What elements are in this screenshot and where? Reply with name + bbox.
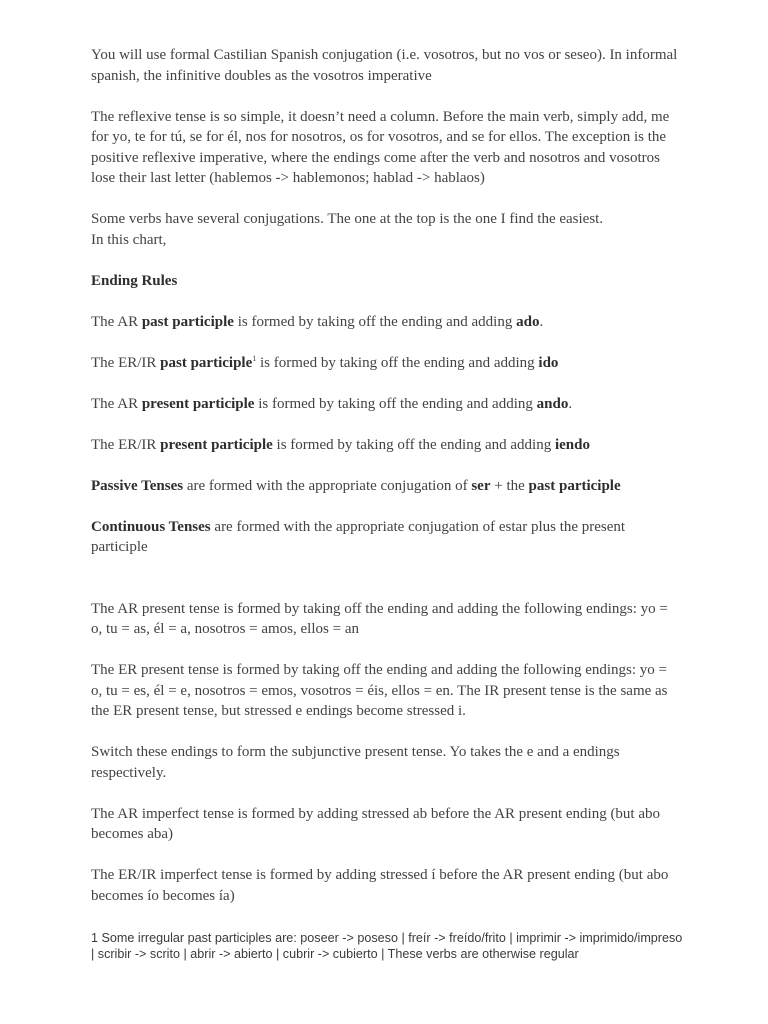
footnote-irregular-participles: 1 Some irregular past participles are: poseer -> poseso | freír -> freído/frito | imprimir -> imprimido/impreso | scribir -> scrito | abrir -> abierto | cubrir -> cubierto | These verbs are otherwise regular (91, 931, 683, 961)
footnote-reference[interactable]: 1 (252, 353, 257, 363)
rule-ar-present-participle: The AR present participle is formed by taking off the ending and adding ando. (91, 395, 573, 412)
tense-er-ir-present: The ER present tense is formed by taking off the ending and adding the following endings: yo = o, tu = es, él = e, nosotros = emos, vosotros = éis, ellos = en. The IR present tense is the same as the ER present tense, but stressed e endings become stressed i. (91, 662, 668, 719)
intro-paragraph-reflexive: The reflexive tense is so simple, it doesn’t need a column. Before the main verb, simply add, me for yo, te for tú, se for él, nos for nosotros, os for vosotros, and se for ellos. The exception is the positive reflexive imperative, where the endings come after the verb and nosotros and vosotros lose their last letter (hablemos -> hablemonos; hablad -> hablaos) (91, 108, 670, 186)
tense-subjunctive-present: Switch these endings to form the subjunctive present tense. Yo takes the e and a endings respectively. (91, 744, 620, 781)
rule-erir-present-participle: The ER/IR present participle is formed by taking off the ending and adding iendo (91, 436, 590, 453)
intro-line-several: Some verbs have several conjugations. The one at the top is the one I find the easiest. (91, 211, 604, 227)
document-body (91, 45, 681, 927)
tense-erir-imperfect: The ER/IR imperfect tense is formed by adding stressed í before the AR present ending (but abo becomes ío becomes ía) (91, 867, 669, 904)
intro-line-chart: In this chart, (91, 231, 167, 248)
intro-paragraph-several-conjugations (91, 209, 681, 250)
ending-rules-heading: Ending Rules (91, 272, 178, 289)
spacer (91, 578, 681, 599)
section-heading (91, 271, 681, 292)
rule-continuous-tenses: Continuous Tenses are formed with the appropriate conjugation of estar plus the present participle (91, 518, 626, 555)
rule-ar-past-participle: The AR past participle is formed by taking off the ending and adding ado. (91, 313, 544, 330)
tense-ar-present: The AR present tense is formed by taking off the ending and adding the following endings: yo = o, tu = as, él = a, nosotros = amos, ellos = an (91, 600, 668, 637)
rule-erir-past-participle: The ER/IR past participle$^1$ is formed by taking off the ending and adding ido (91, 353, 559, 371)
rule-passive-tenses: Passive Tenses are formed with the appropriate conjugation of ser + the past participle (91, 477, 621, 494)
tense-ar-imperfect: The AR imperfect tense is formed by adding stressed ab before the AR present ending (but abo becomes aba) (91, 805, 661, 842)
intro-paragraph-castilian: You will use formal Castilian Spanish conjugation (i.e. vosotros, but no vos or seseo). In informal spanish, the infinitive doubles as the vosotros imperative (91, 47, 678, 84)
